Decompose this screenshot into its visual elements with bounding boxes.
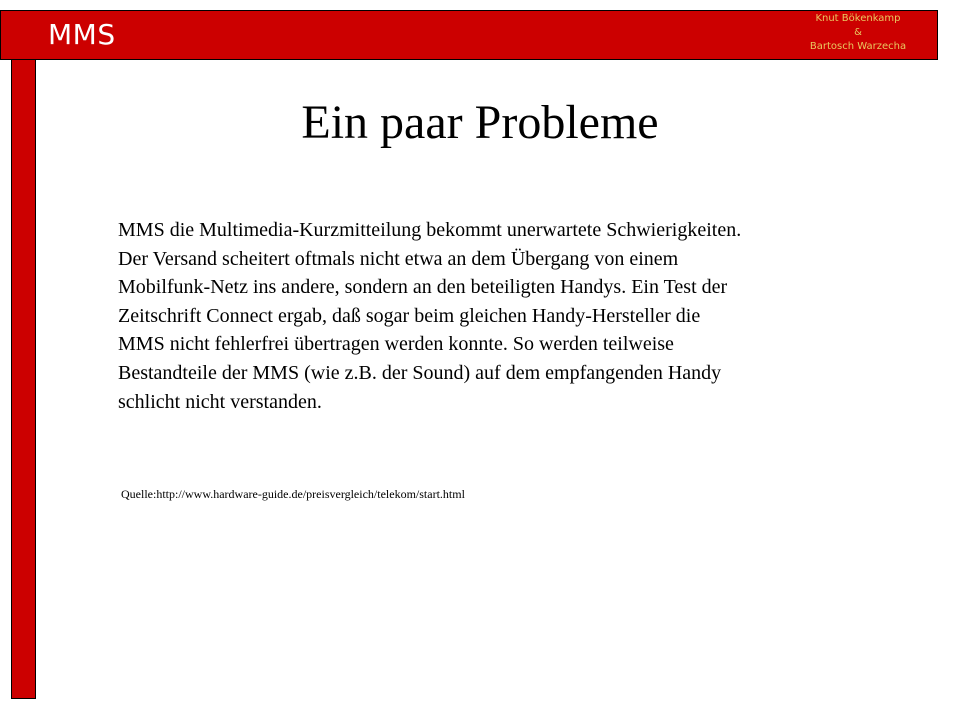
body-line: Bestandteile der MMS (wie z.B. der Sound) auf dem empfangenden Handy xyxy=(118,361,722,384)
author-name: Bartosch Warzecha xyxy=(809,41,907,52)
source-citation: Quelle:http://www.hardware-guide.de/preisvergleich/telekom/start.html xyxy=(121,487,465,501)
left-red-bar xyxy=(11,10,36,699)
body-line: schlicht nicht verstanden. xyxy=(118,390,322,413)
body-line: MMS die Multimedia-Kurzmitteilung bekommt unerwartete Schwierigkeiten. xyxy=(118,219,742,241)
body-line: Der Versand scheitert oftmals nicht etwa an dem Übergang von einem xyxy=(118,247,679,270)
author-name: Knut Bökenkamp xyxy=(815,13,901,24)
author-separator: & xyxy=(854,27,862,38)
slide-title: Ein paar Probleme xyxy=(301,96,659,149)
authors xyxy=(790,12,926,54)
body-text xyxy=(118,216,908,416)
app-label: MMS xyxy=(48,18,116,51)
body-line: Mobilfunk-Netz ins andere, sondern an den beteiligten Handys. Ein Test der xyxy=(118,276,728,299)
body-line: MMS nicht fehlerfrei übertragen werden konnte. So werden teilweise xyxy=(118,333,674,356)
body-line: Zeitschrift Connect ergab, daß sogar beim gleichen Handy-Hersteller die xyxy=(118,304,701,327)
